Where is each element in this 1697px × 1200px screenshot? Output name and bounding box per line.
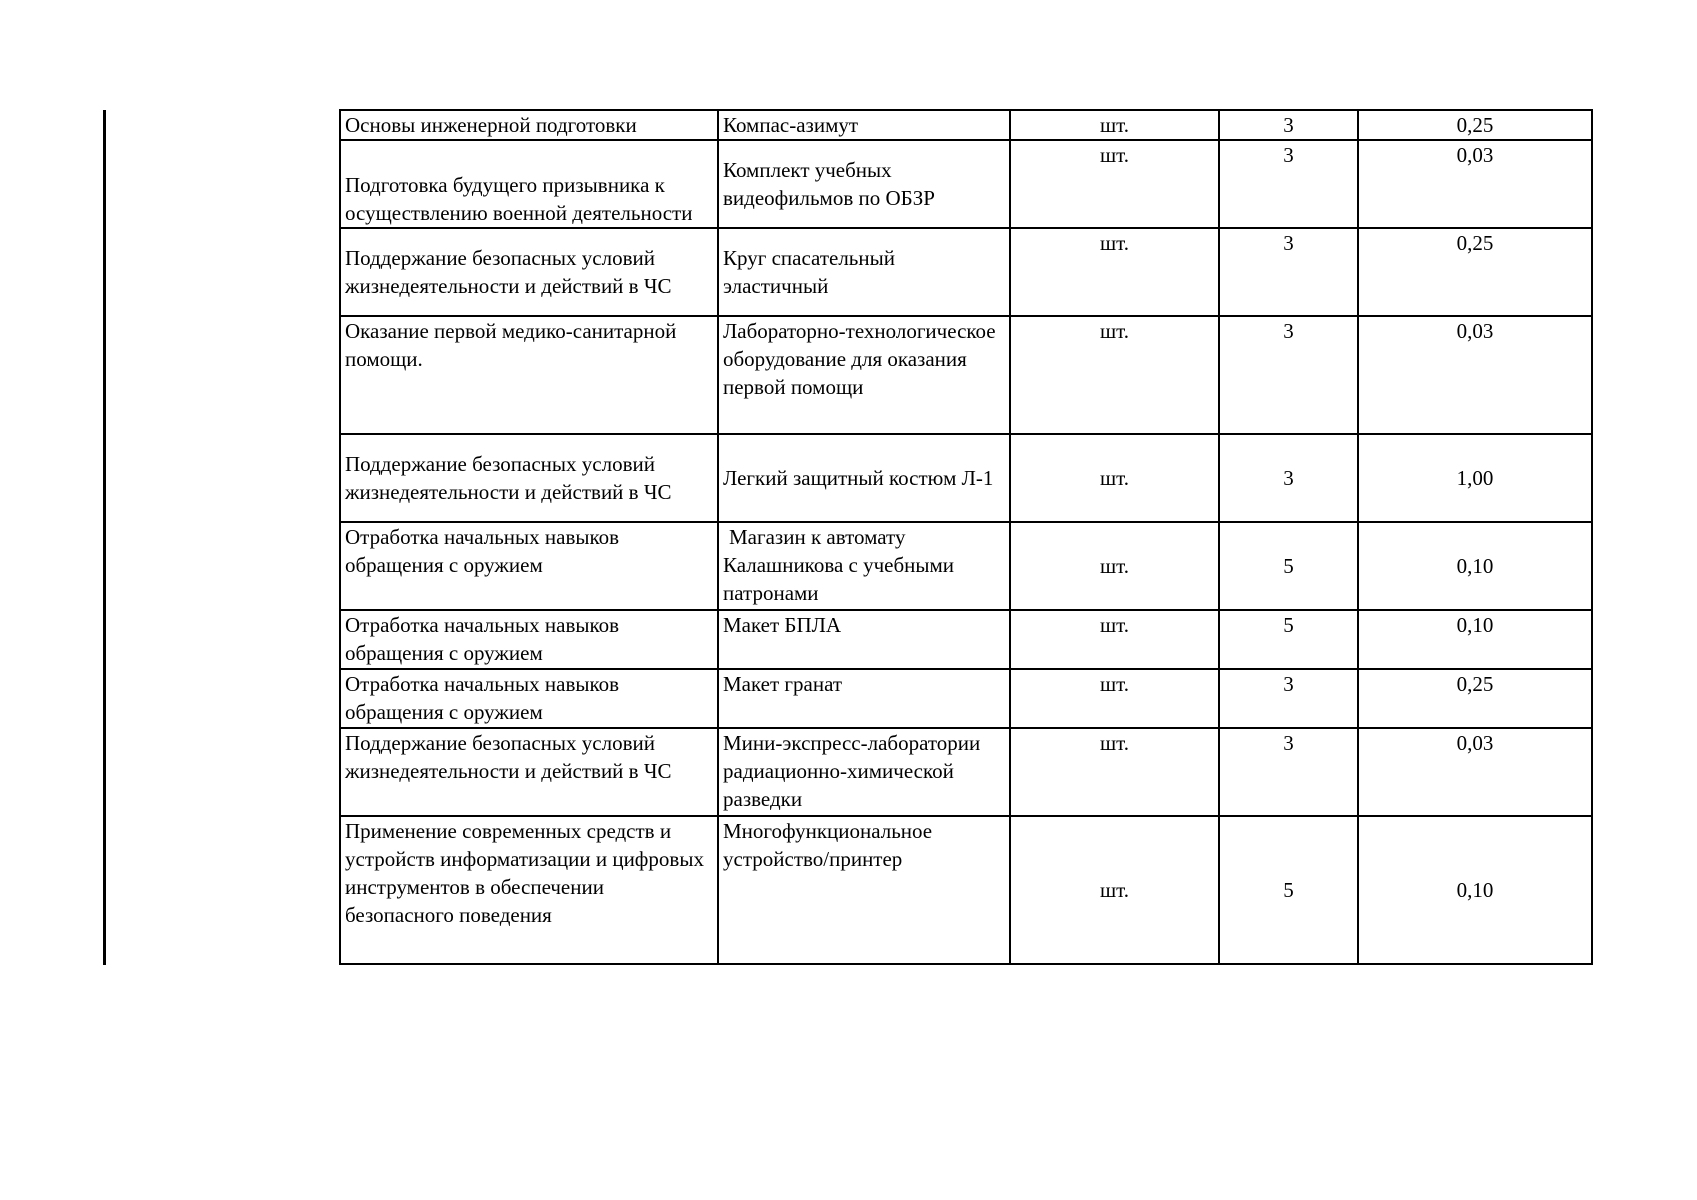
equipment-table: [339, 109, 1593, 965]
item-cell: Макет гранат: [718, 669, 1010, 728]
table-row: [340, 316, 1592, 434]
item-text: Магазин к автомату Калашникова с учебными патронами: [723, 525, 955, 605]
section-cell: Применение современных средств и устройств информатизации и цифровых инструментов в обеспечении безопасного поведения: [340, 816, 718, 964]
unit-cell: шт.: [1010, 434, 1219, 522]
section-cell: Поддержание безопасных условий жизнедеятельности и действий в ЧС: [340, 228, 718, 316]
table-row: [340, 669, 1592, 728]
unit-cell: шт.: [1010, 816, 1219, 964]
quantity-cell: 3: [1219, 110, 1358, 140]
item-cell: Круг спасательный эластичный: [718, 228, 1010, 316]
margin-rule: [103, 110, 106, 965]
quantity-cell: 5: [1219, 610, 1358, 669]
unit-cell: шт.: [1010, 669, 1219, 728]
section-cell: Подготовка будущего призывника к осуществлению военной деятельности: [340, 140, 718, 228]
norm-cell: 0,25: [1358, 669, 1592, 728]
norm-cell: 0,25: [1358, 228, 1592, 316]
section-cell: Отработка начальных навыков обращения с оружием: [340, 669, 718, 728]
table-row: [340, 522, 1592, 610]
quantity-cell: 3: [1219, 228, 1358, 316]
norm-cell: 0,03: [1358, 728, 1592, 816]
norm-cell: 0,10: [1358, 816, 1592, 964]
table-row: [340, 228, 1592, 316]
quantity-cell: 5: [1219, 522, 1358, 610]
item-cell: Многофункциональное устройство/принтер: [718, 816, 1010, 964]
unit-cell: шт.: [1010, 728, 1219, 816]
item-cell: [718, 522, 1010, 610]
section-cell: Отработка начальных навыков обращения с оружием: [340, 610, 718, 669]
table-row: [340, 110, 1592, 140]
table-row: [340, 610, 1592, 669]
norm-cell: 0,10: [1358, 522, 1592, 610]
quantity-cell: 3: [1219, 434, 1358, 522]
unit-cell: шт.: [1010, 610, 1219, 669]
quantity-cell: 5: [1219, 816, 1358, 964]
item-cell: Мини-экспресс-лаборатории радиационно-химической разведки: [718, 728, 1010, 816]
section-cell: Оказание первой медико-санитарной помощи.: [340, 316, 718, 434]
unit-cell: шт.: [1010, 140, 1219, 228]
unit-cell: шт.: [1010, 228, 1219, 316]
section-cell: Отработка начальных навыков обращения с оружием: [340, 522, 718, 610]
norm-cell: 1,00: [1358, 434, 1592, 522]
quantity-cell: 3: [1219, 316, 1358, 434]
norm-cell: 0,03: [1358, 316, 1592, 434]
norm-cell: 0,25: [1358, 110, 1592, 140]
item-cell: Лабораторно-технологическое оборудование для оказания первой помощи: [718, 316, 1010, 434]
table-row: [340, 434, 1592, 522]
item-cell: Легкий защитный костюм Л-1: [718, 434, 1010, 522]
unit-cell: шт.: [1010, 316, 1219, 434]
section-cell: Поддержание безопасных условий жизнедеятельности и действий в ЧС: [340, 728, 718, 816]
section-cell: Поддержание безопасных условий жизнедеятельности и действий в ЧС: [340, 434, 718, 522]
item-cell: Компас-азимут: [718, 110, 1010, 140]
section-cell: Основы инженерной подготовки: [340, 110, 718, 140]
unit-cell: шт.: [1010, 110, 1219, 140]
unit-cell: шт.: [1010, 522, 1219, 610]
norm-cell: 0,03: [1358, 140, 1592, 228]
quantity-cell: 3: [1219, 669, 1358, 728]
norm-cell: 0,10: [1358, 610, 1592, 669]
quantity-cell: 3: [1219, 728, 1358, 816]
quantity-cell: 3: [1219, 140, 1358, 228]
table-row: [340, 728, 1592, 816]
item-cell: Комплект учебных видеофильмов по ОБЗР: [718, 140, 1010, 228]
table-row: [340, 140, 1592, 228]
table-row: [340, 816, 1592, 964]
item-cell: Макет БПЛА: [718, 610, 1010, 669]
